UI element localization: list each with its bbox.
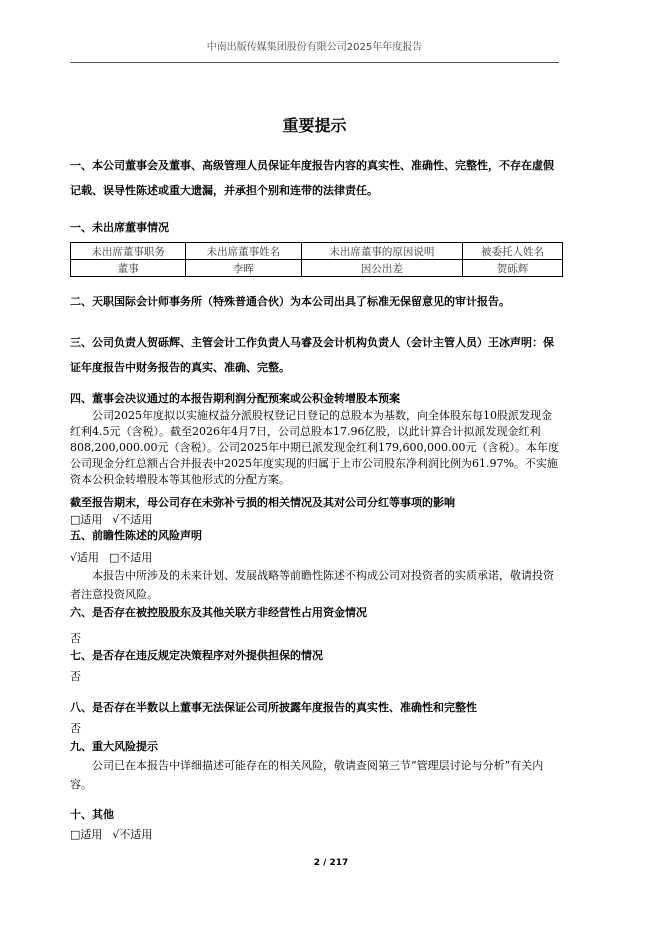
notice-1: 一、本公司董事会及董事、高级管理人员保证年度报告内容的真实性、准确性、完整性，不存在虚假记载、误导性陈述或重大遗漏，并承担个别和连带的法律责任。 xyxy=(70,159,554,197)
notice-7-answer: 否 xyxy=(70,670,81,683)
applicable-option: √适用 xyxy=(70,551,100,564)
not-applicable-option: □不适用 xyxy=(109,551,153,564)
notice-4-heading: 四、董事会决议通过的本报告期利润分配预案或公积金转增股本预案 xyxy=(70,392,400,405)
table-header-cell: 未出席董事姓名 xyxy=(186,243,301,260)
table-cell: 李晖 xyxy=(186,260,301,277)
absent-directors-table xyxy=(70,242,563,277)
table-cell: 因公出差 xyxy=(301,260,463,277)
notice-5-body: 本报告中所涉及的未来计划、发展战略等前瞻性陈述不构成公司对投资者的实质承诺，敬请投资者注意投资风险。 xyxy=(70,569,554,601)
notice-7-heading: 七、是否存在违反规定决策程序对外提供担保的情况 xyxy=(70,649,323,662)
running-header: 中南出版传媒集团股份有限公司2025年年度报告 xyxy=(206,42,423,53)
not-applicable-option: √不适用 xyxy=(112,828,153,841)
page-number: 2 / 217 xyxy=(313,858,349,868)
absent-directors-heading: 一、未出席董事情况 xyxy=(70,221,169,234)
notice-5-applicability xyxy=(70,549,152,565)
notice-2: 二、天职国际会计师事务所（特殊普通合伙）为本公司出具了标准无保留意见的审计报告。 xyxy=(70,295,510,308)
notice-8-answer: 否 xyxy=(70,722,81,735)
table-cell: 贺砾辉 xyxy=(463,260,563,277)
table-header-cell: 未出席董事的原因说明 xyxy=(301,243,463,260)
notice-9-body: 公司已在本报告中详细描述可能存在的相关风险，敬请查阅第三节“管理层讨论与分析”有关内容。 xyxy=(70,759,544,791)
notice-10-applicability xyxy=(70,826,152,842)
notice-3: 三、公司负责人贺砾辉、主管会计工作负责人马睿及会计机构负责人（会计主管人员）王冰声明：保证年度报告中财务报告的真实、准确、完整。 xyxy=(70,336,554,374)
header-divider xyxy=(70,62,559,63)
not-applicable-option: √不适用 xyxy=(112,513,153,526)
applicable-option: □适用 xyxy=(70,828,103,841)
notice-6-answer: 否 xyxy=(70,632,81,645)
applicable-option: □适用 xyxy=(70,513,103,526)
table-header-cell: 被委托人姓名 xyxy=(463,243,563,260)
loss-applicability xyxy=(70,511,152,527)
notice-9-heading: 九、重大风险提示 xyxy=(70,740,158,753)
notice-8-heading: 八、是否存在半数以上董事无法保证公司所披露年度报告的真实性、准确性和完整性 xyxy=(70,701,477,714)
table-header-row xyxy=(71,243,563,260)
notice-10-heading: 十、其他 xyxy=(70,808,114,821)
page-title: 重要提示 xyxy=(282,116,347,135)
table-row xyxy=(71,260,563,277)
notice-5-heading: 五、前瞻性陈述的风险声明 xyxy=(70,529,202,542)
table-cell: 董事 xyxy=(71,260,186,277)
notice-6-heading: 六、是否存在被控股股东及其他关联方非经营性占用资金情况 xyxy=(70,606,367,619)
notice-4-body: 公司2025年度拟以实施权益分派股权登记日登记的总股本为基数，向全体股东每10股派发现金红利4.5元（含税）。截至2026年4月7日，公司总股本17.96亿股，以此计算合计拟派发现金红利808,200,000.00元（含税）。公司2025年中期已派发现金红利179,600,000.00元（含税）。本年度公司现金分红总额占合并报表中2025年度实现的归属于上市公司股东净利润比例为61.97%。不实施资本公积金转增股本等其他形式的分配方案。 xyxy=(70,409,559,486)
table-header-cell: 未出席董事职务 xyxy=(71,243,186,260)
loss-heading: 截至报告期末，母公司存在未弥补亏损的相关情况及其对公司分红等事项的影响 xyxy=(70,496,455,509)
